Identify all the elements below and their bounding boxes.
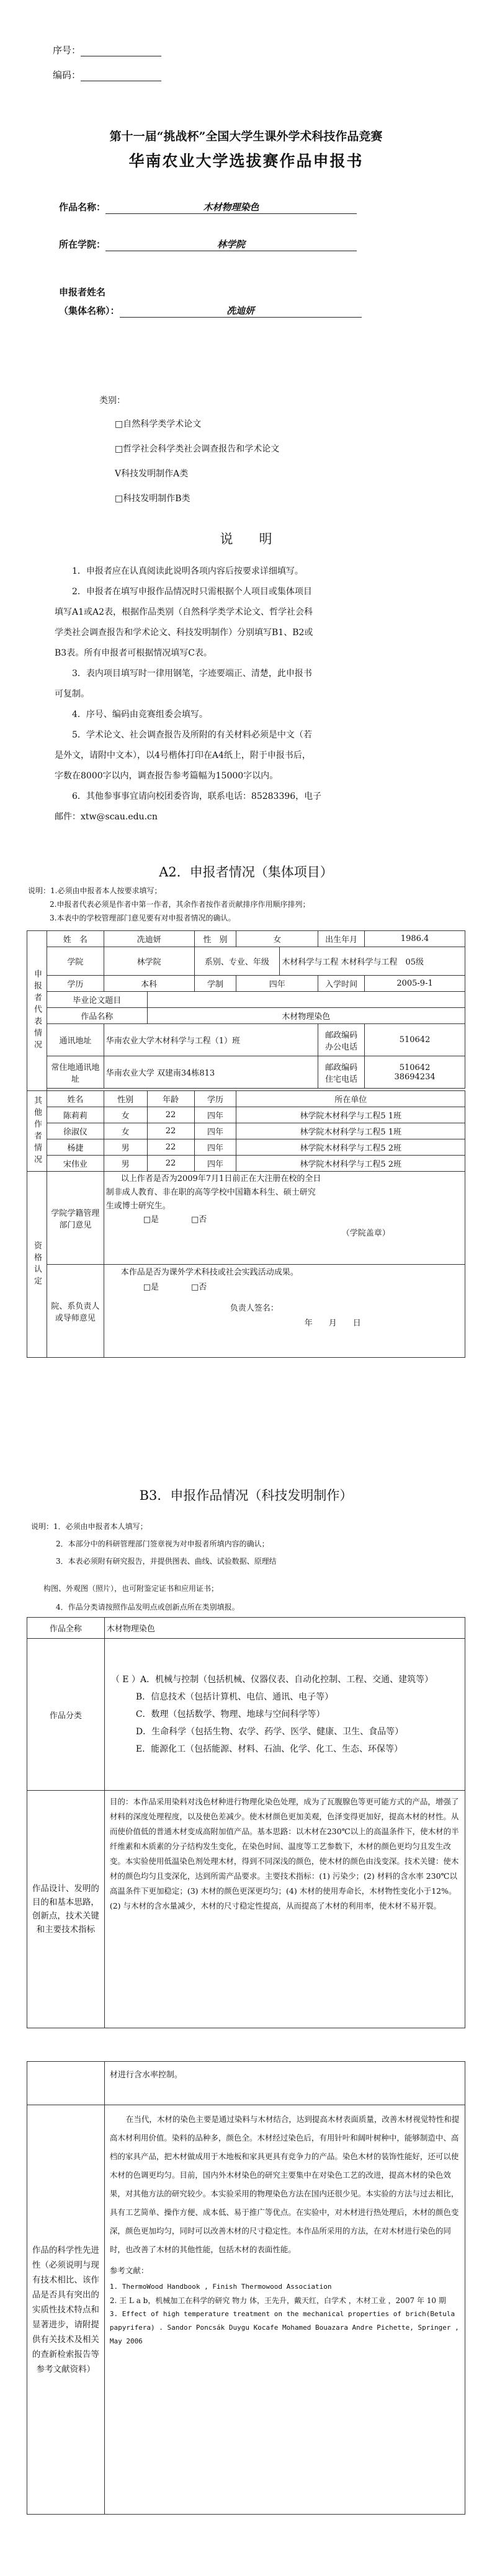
b3-progress-cell [104,2105,465,2515]
instr-p6b: 邮件：xtw@scau.edu.cn [55,812,158,822]
b3-note-3b: 构图、外观图（照片），也可附鉴定证书和应用证书； [43,1584,219,1593]
postcode-value [365,1024,465,1056]
other-unit: 林学院木材科学与工程5 1班 [236,1107,465,1123]
serial-label: 序号： [53,45,81,56]
b3-table-cont [27,2061,465,2515]
other-unit: 林学院木材科学与工程5 1班 [236,1123,465,1139]
cover-school [59,238,357,251]
instr-p2d: B3表。所有申报者可根据情况填写C表。 [55,648,212,658]
a2-note-1: 说明：1.必须由申报者本人按要求填写； [28,886,162,895]
name-label: 姓 名 [47,931,104,947]
birth-value: 1986.4 [365,931,465,947]
b3-purpose-value: 目的：本作品采用染料对浅色材种进行物理化染色处理，成为了瓦腹腺色等更可能方式的产品，增强了材料的深度处理程度，以及使色差减少。使木材颜色更加美观，色泽变得更加好，提高木材的材性。从而使价值低的普通木材变成高附加值产品。基本思路：以木材在230℃以上的高温条件下，使木材的半纤维素和木质素的分子结构发生变化，在染色时间、温度等工艺参数下，木材的颜色更均匀且发生改变。本实验使用低温染色剂处理木材，得到不同深浅的颜色，使木材的颜色由浅变深。技术关键：使木材的颜色均匀且变深化，达到所需产品要求。主要技术指标：(1) 污染少；(2) 材料的含水率 230℃以高温条件下更加稳定；(3) 木材的颜色更深更均匀；(4) 木材的使用寿命长，木材物性变化小于12%。(2) 与木材的含水量减少，木材的尺寸稳定性提高，从而提高了木材的利用率，使木材不易开裂。 [104,1791,465,2028]
a2-side-others: 其他作者情况 [27,1091,47,1172]
b3-purpose-label-cont [27,2062,105,2105]
b3-table [27,1617,465,2028]
group-label: （集体名称）： [59,305,120,316]
major-label: 系别、专业、年级 [194,947,280,976]
tutor-text: 本作品是否为课外学术科技或社会实践活动成果。 [120,1268,298,1277]
home-postcode-value [365,1056,465,1089]
b3-class-label: 作品分类 [27,1639,105,1791]
school-label: 所在学院： [59,239,106,250]
enroll-label: 入学时间 [318,976,365,992]
other-unit: 林学院木材科学与工程5 2班 [236,1156,465,1172]
b3-class-cell [104,1639,465,1791]
degree-label: 学历 [47,976,104,992]
table-row [27,1156,465,1172]
mgmt-label: 学院学籍管理部门意见 [47,1172,104,1265]
table-row [27,1107,465,1123]
home-phone-value: 38694234 [394,1072,436,1082]
tutor-date: 年 月 日 [304,1319,361,1328]
home-phone-label: 住宅电话 [325,1074,358,1084]
instructions-text [55,561,445,827]
b3-heading: B3．申报作品情况（科技发明制作） [139,1488,353,1503]
b3-note-4: 4．作品分类请按照作品发明点或创新点所在类别填报。 [56,1603,239,1611]
class-item: C．数理（包括数学、物理、地球与空间科学等） [135,1709,325,1719]
other-unit: 林学院木材科学与工程5 2班 [236,1139,465,1156]
home-label: 常住地通讯地址 [47,1056,104,1089]
instr-p5c: 字数在8000字以内，调查报告参考篇幅为15000字以内。 [55,771,279,781]
b3-purpose-cont: 材进行含水率控制。 [104,2062,465,2105]
category-label: 类别： [99,396,125,406]
b3-note-3: 3．本表必须附有研究报告，并提供图表、曲线、试验数据、原理结 [56,1557,277,1566]
college-label: 学院 [47,947,104,976]
code-blank [81,69,161,81]
instr-p5b: 是外文，请附中文本），以4号楷体打印在A4纸上，附于申报书后， [55,751,311,760]
college-value: 林学院 [104,947,194,976]
other-name: 宋伟业 [47,1156,104,1172]
others-h-unit: 所在单位 [236,1091,465,1107]
postcode-label-text-2: 邮政编码 [325,1063,358,1072]
cover-applicant [59,304,362,318]
tutor-label: 院、系负责人或导师意见 [47,1265,104,1358]
enroll-value: 2005-9-1 [365,976,465,992]
serial-field [53,43,161,56]
other-degree: 四年 [194,1107,236,1123]
form-title: 华南农业大学选拔赛作品申报书 [128,152,364,170]
code-field [53,68,161,81]
a2-side-applicant: 申报者代表情况 [27,931,47,1091]
degree-value: 本科 [104,976,194,992]
other-gender: 男 [104,1156,147,1172]
home-value: 华南农业大学 双建南34栋813 [104,1056,318,1089]
ref-1: 1. ThermoWood Handbook , Finish Thermowood Association [109,2283,332,2291]
class-item: D．生命科学（包括生物、农学、药学、医学、健康、卫生、食品等） [135,1727,404,1737]
postcode-label-text: 邮政编码 [325,1030,358,1040]
a2-table [27,930,465,1358]
b3-note-2: 2．本部分中的科研管理部门签章视为对申报者所填内容的确认； [56,1540,269,1548]
others-h-name: 姓名 [47,1091,104,1107]
instr-p5a: 5．学术论文、社会调查报告及所附的有关材料必须是中文（若 [72,730,312,740]
ref-3: 3. Effect of high temperature treatment on the mechanical properties of brich(Betula papyrifera) . Sandor Poncsák Duygu Kocafe Mohamed Bouazara Andre Pichette, Springer , May 2006 [109,2310,459,2345]
mgmt-text-2: 制非成人教育、非在职的高等学校中国籍本科生、硕士研究 [105,1188,316,1197]
other-name: 徐淑仪 [47,1123,104,1139]
b3-work-name-value: 木材物理染色 [104,1618,465,1639]
work-value: 木材物理染色 [147,1008,465,1024]
instr-p6a: 6．其他参事事宜请向校团委咨询，联系电话：85283396，电子 [72,791,322,801]
instr-p2a: 2．申报者在填写申报作品情况时只需根据个人项目或集体项目 [72,587,312,597]
other-degree: 四年 [194,1139,236,1156]
duration-label: 学制 [194,976,236,992]
table-row [27,1123,465,1139]
instr-p3a: 3．表内项目填写时一律用钢笔，字迹要端正、清楚，此申报书 [72,669,312,679]
tutor-yes-no: □是 □否 [143,1283,207,1292]
postcode-label [318,1024,365,1056]
a2-heading: A2．申报者情况（集体项目） [159,865,333,880]
other-age: 22 [147,1107,194,1123]
major-value: 木材科学与工程 木材科学与工程 05级 [280,947,465,976]
class-item: （ E ）A．机械与控制（包括机械、仪器仪表、自动化控制、工程、交通、建筑等） [110,1675,434,1685]
applicant-label: 申报者姓名 [59,287,106,298]
birth-label: 出生年月 [318,931,365,947]
thesis-label: 毕业论文题目 [47,992,147,1008]
instr-p2b: 填写A1或A2表，根据作品类别（自然科学类学术论文、哲学社会科 [55,607,313,617]
b3-purpose-label: 作品设计、发明的目的和基本思路，创新点，技术关键和主要技术指标 [27,1791,105,2028]
postcode-text: 510642 [399,1035,431,1045]
b3-note-1: 说明：1．必须由申报者本人填写； [31,1522,148,1531]
others-h-gender: 性别 [104,1091,147,1107]
category-option-1: □自然科学类学术论文 [115,419,202,429]
mgmt-yes-no: □是 □否 [143,1215,207,1224]
other-gender: 男 [104,1139,147,1156]
other-degree: 四年 [194,1123,236,1139]
address-value: 华南农业大学木材科学与工程（1）班 [104,1024,318,1056]
others-h-age: 年龄 [147,1091,194,1107]
thesis-value [147,992,465,1008]
other-age: 22 [147,1139,194,1156]
school-value: 林学院 [105,238,357,251]
a2-note-2: 2.申报者代表必须是作者中第一作者，其余作者按作者贡献排序作用顺序排列； [50,900,310,909]
tutor-sign: 负责人签名： [230,1304,279,1313]
instr-p4: 4．序号、编码由竞赛组委会填写。 [72,710,208,720]
refs-label: 参考文献： [109,2266,149,2275]
office-label: 办公电话 [325,1042,358,1052]
other-gender: 女 [104,1107,147,1123]
cover-work-name [59,200,357,214]
other-name: 陈莉莉 [47,1107,104,1123]
other-degree: 四年 [194,1156,236,1172]
b3-work-name-label: 作品全称 [27,1618,105,1639]
instr-p2c: 学类社会调查报告和学术论文、科技发明制作）分别填写B1、B2或 [55,628,313,638]
work-name-label: 作品名称： [59,202,106,213]
instr-p3b: 可复制。 [55,689,89,699]
category-option-4: □科技发明制作B类 [115,494,190,504]
b3-progress-text: 在当代，木材的染色主要是通过染料与木材结合，达到提高木材表面质量，改善木材视觉特性和提高木材利用价值。染料的品种多，颜色全。木材经过染色后，有用针叶和阔叶树种中，能够制造中、高档的家具产品，把木材做成用于木地板和家具更具有竞争力的产品。染色木材的装饰性能好，还可以使木材的色调更均匀。目前，国内外木材染色的研究主要集中在对染色工艺的改进，提高木材的染色效果，对其他方法的研究较少。本实验采用的物理染色方法在国内还很少见。本实验的方法与过去相比，具有工艺简单、操作方便、成本低、易于推广等优点。在实验中，对木材进行热处理后，木材的颜色变深，颜色更加均匀，同时可以改善木材的尺寸稳定性。本作品所采用的方法，在对木材进行染色的同时，也改善了木材的其他性能，包括木材的表面性能。 [109,2115,460,2254]
duration-value: 四年 [236,976,318,992]
work-label: 作品名称 [47,1008,147,1024]
gender-value: 女 [236,931,318,947]
other-name: 杨捷 [47,1139,104,1156]
other-gender: 女 [104,1123,147,1139]
other-age: 22 [147,1156,194,1172]
instructions-heading: 说 明 [220,532,272,546]
postcode-text-2: 510642 [399,1063,431,1072]
other-age: 22 [147,1123,194,1139]
tutor-cell [104,1265,465,1358]
applicant-value: 冼迪妍 [120,304,362,318]
a2-side-qualify: 资格认定 [27,1172,47,1358]
code-label: 编码： [53,69,81,81]
serial-blank [81,45,161,56]
work-name-value: 木材物理染色 [105,200,357,214]
home-postcode-label [318,1056,365,1089]
mgmt-text-3: 生或博士研究生。 [105,1201,171,1211]
ref-2: 2. 王 L a b，机械加工在科学的研究 物力 体，王先升，戴天红，白学术 ，木材工业 ，2007 年 10 期 [109,2296,446,2305]
mgmt-seal: （学院盖章） [341,1229,390,1238]
a2-note-3: 3.本表中的学校管理部门意见要有对申报者情况的确认。 [50,914,236,922]
contest-title: 第十一届“挑战杯”全国大学生课外学术科技作品竞赛 [109,130,383,143]
mgmt-text-1: 以上作者是否为2009年7月1日前正在大注册在校的全日 [120,1174,321,1183]
table-row [27,1139,465,1156]
name-value: 冼迪妍 [104,931,194,947]
class-item: B．信息技术（包括计算机、电信、通讯、电子等） [135,1692,334,1702]
class-item: E．能源化工（包括能源、材料、石油、化学、化工、生态、环保等） [135,1744,403,1754]
address-label: 通讯地址 [47,1024,104,1056]
b3-progress-label: 作品的科学性先进性（必须说明与现有技术相比、该作品是否具有突出的实质性技术特点和显著进步，请附提供有关技术及相关的查新检索报告等参考文献资料） [27,2105,105,2515]
category-option-2: □哲学社会科学类社会调查报告和学术论文 [115,444,280,454]
category-option-3: V科技发明制作A类 [115,469,189,479]
others-h-degree: 学历 [194,1091,236,1107]
instr-p1: 1．申报者应在认真阅读此说明各项内容后按要求详细填写。 [72,566,303,576]
mgmt-cell [104,1172,465,1265]
gender-label: 性 别 [194,931,236,947]
